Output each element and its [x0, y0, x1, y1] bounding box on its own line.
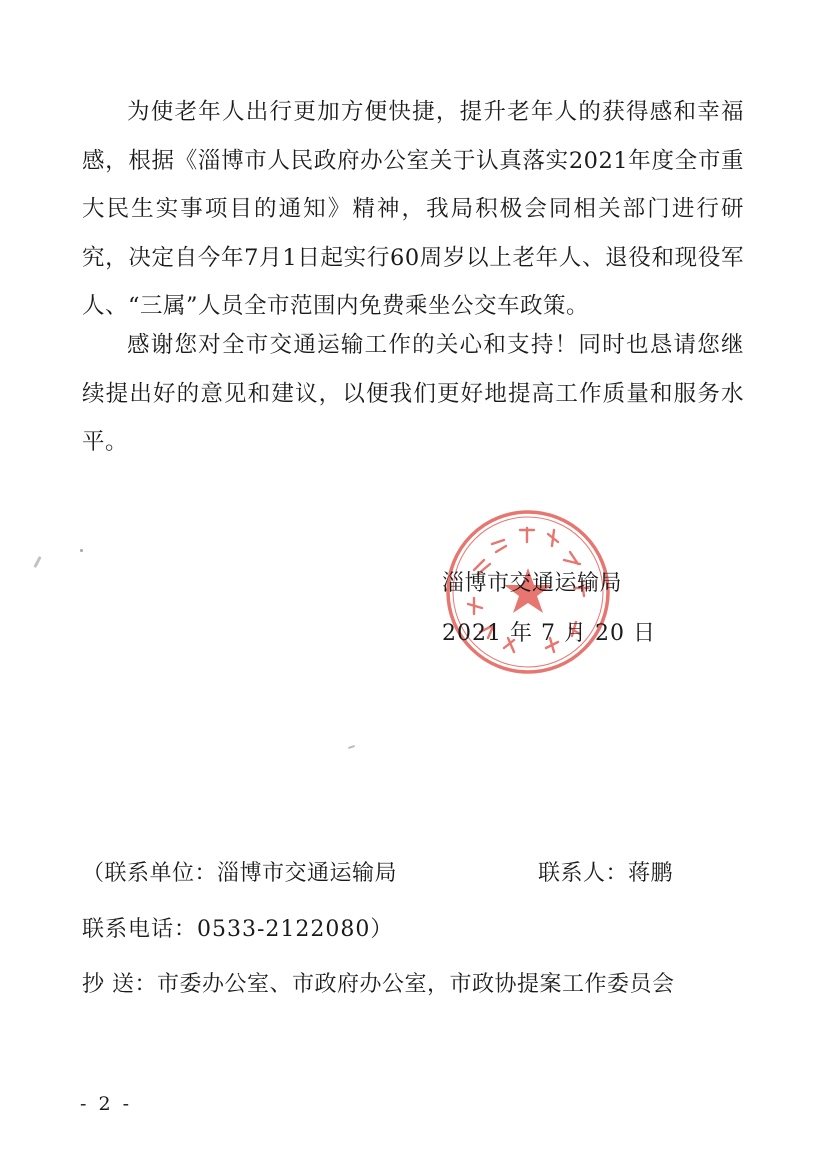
- signature-organization: 淄博市交通运输局: [442, 571, 623, 596]
- contact-person: 联系人：蒋鹏: [538, 861, 674, 886]
- signature-date: 2021 年 7 月 20 日: [442, 621, 656, 646]
- body-paragraph-2: 感谢您对全市交通运输工作的关心和支持！同时也恳请您继续提出好的意见和建议，以便我们更好地提高工作质量和服务水平。: [82, 332, 744, 455]
- scan-speck: [33, 556, 41, 568]
- contact-phone: 联系电话：0533-2122080）: [82, 917, 394, 942]
- cc-recipients: 抄 送：市委办公室、市政府办公室，市政协提案工作委员会: [82, 972, 675, 997]
- contact-unit: （联系单位：淄博市交通运输局: [82, 861, 398, 886]
- body-paragraph-1: 为使老年人出行更加方便快捷，提升老年人的获得感和幸福感，根据《淄博市人民政府办公室关于认真落实2021年度全市重大民生实事项目的通知》精神，我局积极会同相关部门进行研究，决定自今年7月1日起实行60周岁以上老年人、退役和现役军人、“三属”人员全市范围内免费乘坐公交车政策。: [82, 99, 744, 319]
- scan-speck: [80, 549, 83, 552]
- scan-speck: [348, 745, 355, 749]
- page-number: - 2 -: [80, 1093, 133, 1115]
